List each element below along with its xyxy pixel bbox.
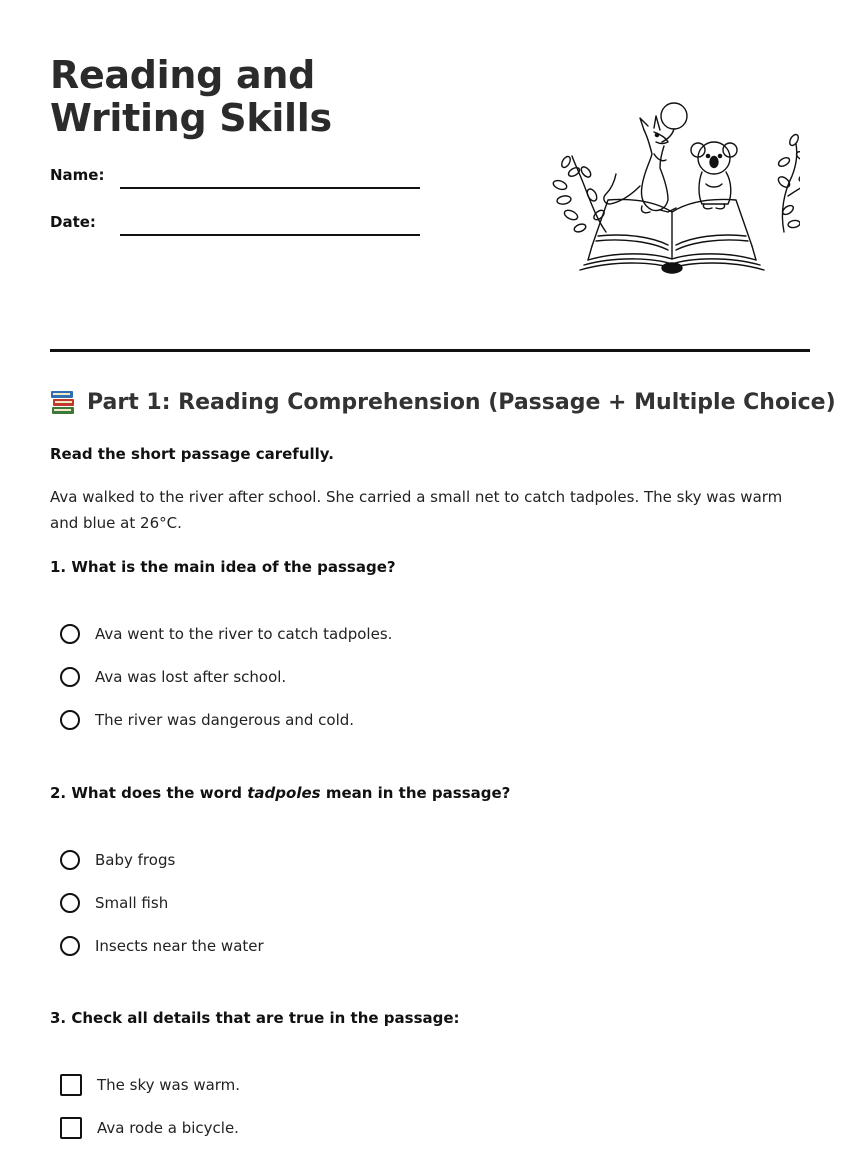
part1-heading <box>50 388 836 416</box>
q1-option-a[interactable] <box>60 622 392 646</box>
option-label: The river was dangerous and cold. <box>95 711 355 729</box>
question-2-suffix: mean in the passage? <box>325 784 511 802</box>
header-divider <box>50 349 810 352</box>
koala-icon <box>691 142 737 209</box>
q3-option-b[interactable] <box>60 1116 239 1140</box>
radio-button[interactable] <box>60 850 80 870</box>
date-field[interactable] <box>120 234 420 236</box>
q1-option-c[interactable] <box>60 708 354 732</box>
question-3: 3. Check all details that are true in the passage: <box>50 1009 460 1027</box>
question-2-prefix: 2. What does the word <box>50 784 243 802</box>
question-2-emphasis: tadpoles <box>247 784 321 802</box>
option-label: Ava was lost after school. <box>95 668 287 686</box>
q2-option-b[interactable] <box>60 891 168 915</box>
left-leaves-icon <box>552 155 606 233</box>
radio-button[interactable] <box>60 710 80 730</box>
reading-passage: Ava walked to the river after school. She carried a small net to catch tadpoles. The sky was warm and blue at 26°C. <box>50 488 783 532</box>
question-2 <box>50 784 510 802</box>
radio-button[interactable] <box>60 624 80 644</box>
reading-instruction: Read the short passage carefully. <box>50 445 334 463</box>
checkbox[interactable] <box>60 1074 82 1096</box>
option-label: Ava rode a bicycle. <box>97 1119 239 1137</box>
part1-heading-text: Part 1: Reading Comprehension (Passage + Multiple Choice) <box>87 389 836 415</box>
worksheet-page <box>50 0 836 1161</box>
option-label: Small fish <box>95 894 169 912</box>
kangaroo-koala-book-illustration <box>544 100 800 280</box>
option-label: Insects near the water <box>95 937 264 955</box>
name-label: Name: <box>50 166 105 184</box>
right-leaves-icon <box>776 133 800 232</box>
q2-option-a[interactable] <box>60 848 175 872</box>
kangaroo-icon <box>604 116 676 213</box>
balloon-icon <box>661 103 687 142</box>
q3-option-a[interactable] <box>60 1073 240 1097</box>
radio-button[interactable] <box>60 893 80 913</box>
books-icon <box>50 388 76 416</box>
radio-button[interactable] <box>60 936 80 956</box>
radio-button[interactable] <box>60 667 80 687</box>
option-label: Baby frogs <box>95 851 176 869</box>
name-field[interactable] <box>120 187 420 189</box>
q2-option-c[interactable] <box>60 934 264 958</box>
date-label: Date: <box>50 213 96 231</box>
worksheet-title: Reading and Writing Skills <box>50 53 332 140</box>
question-1: 1. What is the main idea of the passage? <box>50 558 396 576</box>
q1-option-b[interactable] <box>60 665 286 689</box>
option-label: The sky was warm. <box>97 1076 241 1094</box>
checkbox[interactable] <box>60 1117 82 1139</box>
option-label: Ava went to the river to catch tadpoles. <box>95 625 393 643</box>
